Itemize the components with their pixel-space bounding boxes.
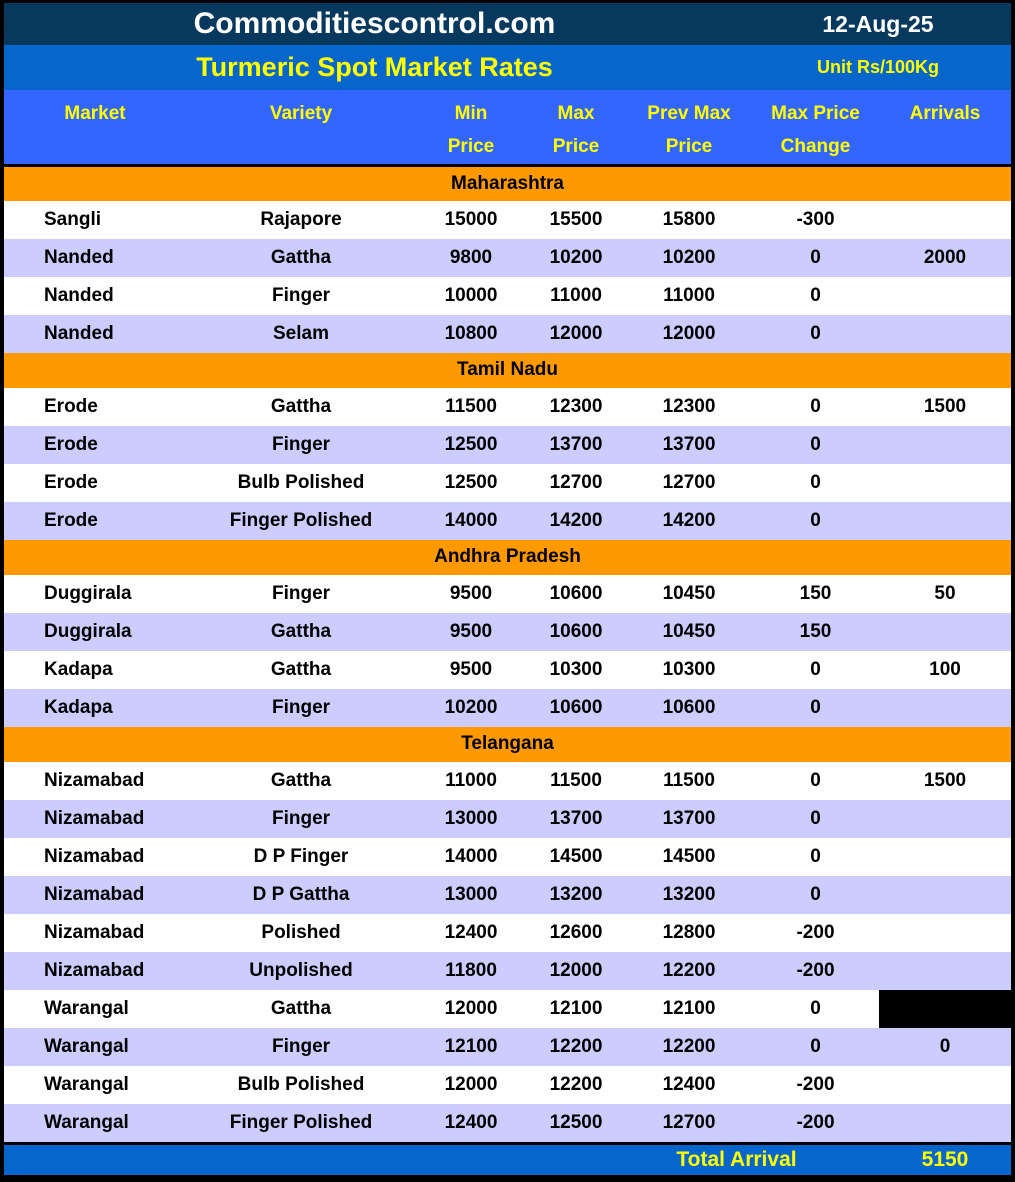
cell-prev-max: 12700 xyxy=(626,464,752,502)
cell-max: 14500 xyxy=(526,838,626,876)
cell-min: 10000 xyxy=(416,277,526,315)
cell-prev-max: 10200 xyxy=(626,239,752,277)
header-label: Market xyxy=(64,103,126,124)
table-row xyxy=(4,1104,1011,1142)
cell-min: 11000 xyxy=(416,762,526,800)
cell-max: 10300 xyxy=(526,651,626,689)
section-title: Maharashtra xyxy=(4,166,1011,201)
cell-market: Warangal xyxy=(4,1066,186,1104)
header-row xyxy=(4,90,1011,166)
table-row xyxy=(4,952,1011,990)
cell-variety: Rajapore xyxy=(186,201,416,239)
cell-market: Erode xyxy=(4,502,186,540)
cell-max: 12700 xyxy=(526,464,626,502)
cell-market: Warangal xyxy=(4,990,186,1028)
header-label: Arrivals xyxy=(909,103,981,124)
cell-arrivals xyxy=(879,426,1011,464)
cell-change: 0 xyxy=(752,762,879,800)
title-zone xyxy=(4,45,745,90)
cell-variety: Finger xyxy=(186,800,416,838)
cell-min: 9800 xyxy=(416,239,526,277)
cell-max: 10600 xyxy=(526,689,626,727)
cell-variety: Polished xyxy=(186,914,416,952)
table-row xyxy=(4,201,1011,239)
footer-bar xyxy=(4,1145,1011,1175)
cell-max: 13700 xyxy=(526,426,626,464)
column-header-variety xyxy=(186,90,416,166)
table-row xyxy=(4,464,1011,502)
cell-market: Warangal xyxy=(4,1104,186,1142)
cell-min: 12400 xyxy=(416,914,526,952)
table-row xyxy=(4,575,1011,613)
cell-max: 12100 xyxy=(526,990,626,1028)
cell-change: 0 xyxy=(752,1028,879,1066)
header-label: Change xyxy=(780,136,851,157)
section-row xyxy=(4,353,1011,388)
cell-market: Warangal xyxy=(4,1028,186,1066)
table-row xyxy=(4,838,1011,876)
cell-market: Erode xyxy=(4,388,186,426)
cell-arrivals xyxy=(879,952,1011,990)
cell-max: 10600 xyxy=(526,613,626,651)
cell-arrivals xyxy=(879,613,1011,651)
cell-prev-max: 10600 xyxy=(626,689,752,727)
cell-arrivals xyxy=(879,689,1011,727)
cell-change: 0 xyxy=(752,651,879,689)
cell-change: 0 xyxy=(752,464,879,502)
cell-min: 12000 xyxy=(416,990,526,1028)
cell-min: 10800 xyxy=(416,315,526,353)
cell-prev-max: 12800 xyxy=(626,914,752,952)
cell-prev-max: 13700 xyxy=(626,800,752,838)
cell-variety: Gattha xyxy=(186,762,416,800)
redacted-cell xyxy=(879,990,1011,1028)
cell-variety: Unpolished xyxy=(186,952,416,990)
cell-prev-max: 12200 xyxy=(626,1028,752,1066)
cell-change: -200 xyxy=(752,914,879,952)
cell-change: 0 xyxy=(752,502,879,540)
cell-prev-max: 14500 xyxy=(626,838,752,876)
cell-min: 15000 xyxy=(416,201,526,239)
table-row xyxy=(4,651,1011,689)
cell-min: 11800 xyxy=(416,952,526,990)
section-title: Andhra Pradesh xyxy=(4,540,1011,575)
cell-max: 12200 xyxy=(526,1028,626,1066)
cell-change: -200 xyxy=(752,952,879,990)
cell-max: 12500 xyxy=(526,1104,626,1142)
section-title: Telangana xyxy=(4,727,1011,762)
section-row xyxy=(4,166,1011,201)
cell-market: Erode xyxy=(4,426,186,464)
cell-prev-max: 15800 xyxy=(626,201,752,239)
cell-variety: Gattha xyxy=(186,613,416,651)
table-body xyxy=(4,166,1011,1142)
cell-market: Kadapa xyxy=(4,689,186,727)
header-label: Price xyxy=(665,136,713,157)
cell-arrivals xyxy=(879,914,1011,952)
cell-prev-max: 14200 xyxy=(626,502,752,540)
unit-zone xyxy=(745,45,1011,90)
table-row xyxy=(4,502,1011,540)
cell-variety: Gattha xyxy=(186,239,416,277)
header-label: Variety xyxy=(269,103,333,124)
cell-max: 12000 xyxy=(526,952,626,990)
cell-prev-max: 10450 xyxy=(626,613,752,651)
cell-arrivals: 1500 xyxy=(879,388,1011,426)
rates-table xyxy=(4,90,1011,1142)
cell-arrivals xyxy=(879,800,1011,838)
top-bar xyxy=(4,3,1011,45)
page-title: Turmeric Spot Market Rates xyxy=(196,52,553,82)
column-header-min-price xyxy=(416,90,526,166)
cell-market: Nizamabad xyxy=(4,838,186,876)
cell-change: 0 xyxy=(752,277,879,315)
cell-min: 12500 xyxy=(416,426,526,464)
cell-arrivals xyxy=(879,277,1011,315)
cell-min: 9500 xyxy=(416,613,526,651)
cell-prev-max: 11500 xyxy=(626,762,752,800)
cell-change: -300 xyxy=(752,201,879,239)
header-label xyxy=(5,130,185,163)
cell-market: Sangli xyxy=(4,201,186,239)
cell-arrivals: 1500 xyxy=(879,762,1011,800)
cell-market: Nanded xyxy=(4,239,186,277)
cell-change: 0 xyxy=(752,838,879,876)
cell-min: 10200 xyxy=(416,689,526,727)
cell-prev-max: 12700 xyxy=(626,1104,752,1142)
header-label: Price xyxy=(447,136,495,157)
table-row xyxy=(4,990,1011,1028)
cell-arrivals xyxy=(879,1104,1011,1142)
cell-change: 0 xyxy=(752,689,879,727)
cell-max: 15500 xyxy=(526,201,626,239)
cell-min: 14000 xyxy=(416,838,526,876)
cell-variety: Gattha xyxy=(186,388,416,426)
section-title: Tamil Nadu xyxy=(4,353,1011,388)
table-row xyxy=(4,800,1011,838)
cell-market: Nizamabad xyxy=(4,914,186,952)
cell-max: 11500 xyxy=(526,762,626,800)
cell-variety: Finger Polished xyxy=(186,502,416,540)
cell-market: Nizamabad xyxy=(4,952,186,990)
table-row xyxy=(4,762,1011,800)
cell-min: 9500 xyxy=(416,651,526,689)
brand-zone xyxy=(4,3,745,45)
cell-max: 12200 xyxy=(526,1066,626,1104)
cell-min: 14000 xyxy=(416,502,526,540)
table-row xyxy=(4,1028,1011,1066)
cell-prev-max: 12400 xyxy=(626,1066,752,1104)
table-row xyxy=(4,876,1011,914)
cell-market: Nizamabad xyxy=(4,876,186,914)
table-row xyxy=(4,277,1011,315)
header-label: Price xyxy=(552,136,600,157)
cell-change: 0 xyxy=(752,388,879,426)
cell-variety: D P Gattha xyxy=(186,876,416,914)
cell-variety: D P Finger xyxy=(186,838,416,876)
cell-min: 11500 xyxy=(416,388,526,426)
cell-variety: Finger xyxy=(186,1028,416,1066)
cell-change: 0 xyxy=(752,800,879,838)
cell-variety: Finger Polished xyxy=(186,1104,416,1142)
cell-market: Erode xyxy=(4,464,186,502)
cell-variety: Finger xyxy=(186,277,416,315)
cell-variety: Finger xyxy=(186,426,416,464)
total-arrival-label: Total Arrival xyxy=(676,1147,797,1171)
cell-change: 0 xyxy=(752,426,879,464)
cell-min: 13000 xyxy=(416,876,526,914)
column-header-max-price xyxy=(526,90,626,166)
cell-arrivals xyxy=(879,1066,1011,1104)
cell-market: Nizamabad xyxy=(4,762,186,800)
table-row xyxy=(4,239,1011,277)
table-header xyxy=(4,90,1011,166)
cell-arrivals: 0 xyxy=(879,1028,1011,1066)
cell-prev-max: 10300 xyxy=(626,651,752,689)
title-bar xyxy=(4,45,1011,90)
table-row xyxy=(4,689,1011,727)
cell-market: Nanded xyxy=(4,277,186,315)
cell-market: Duggirala xyxy=(4,613,186,651)
cell-arrivals xyxy=(879,838,1011,876)
header-label: Max xyxy=(557,103,595,124)
cell-prev-max: 11000 xyxy=(626,277,752,315)
cell-min: 13000 xyxy=(416,800,526,838)
cell-change: 150 xyxy=(752,575,879,613)
header-label xyxy=(880,130,1010,163)
cell-change: 150 xyxy=(752,613,879,651)
cell-change: 0 xyxy=(752,876,879,914)
column-header-prev-max-price xyxy=(626,90,752,166)
date-zone xyxy=(745,3,1011,45)
cell-variety: Gattha xyxy=(186,651,416,689)
cell-variety: Finger xyxy=(186,575,416,613)
table-row xyxy=(4,1066,1011,1104)
cell-prev-max: 13200 xyxy=(626,876,752,914)
cell-arrivals xyxy=(879,201,1011,239)
cell-prev-max: 10450 xyxy=(626,575,752,613)
unit-label: Unit Rs/100Kg xyxy=(816,57,940,77)
cell-max: 12000 xyxy=(526,315,626,353)
column-header-max-price-change xyxy=(752,90,879,166)
cell-variety: Gattha xyxy=(186,990,416,1028)
cell-arrivals xyxy=(879,876,1011,914)
cell-arrivals xyxy=(879,502,1011,540)
table-row xyxy=(4,914,1011,952)
cell-variety: Bulb Polished xyxy=(186,1066,416,1104)
cell-max: 13200 xyxy=(526,876,626,914)
cell-variety: Finger xyxy=(186,689,416,727)
cell-arrivals: 50 xyxy=(879,575,1011,613)
cell-min: 12000 xyxy=(416,1066,526,1104)
cell-change: -200 xyxy=(752,1066,879,1104)
cell-min: 12500 xyxy=(416,464,526,502)
cell-prev-max: 12100 xyxy=(626,990,752,1028)
header-label xyxy=(187,130,415,163)
cell-min: 12400 xyxy=(416,1104,526,1142)
cell-max: 13700 xyxy=(526,800,626,838)
total-arrival-value: 5150 xyxy=(921,1147,969,1171)
cell-arrivals xyxy=(879,315,1011,353)
header-label: Min xyxy=(454,103,488,124)
cell-change: 0 xyxy=(752,990,879,1028)
brand-title: Commoditiescontrol.com xyxy=(193,7,556,40)
cell-market: Kadapa xyxy=(4,651,186,689)
table-row xyxy=(4,315,1011,353)
section-row xyxy=(4,727,1011,762)
cell-max: 12600 xyxy=(526,914,626,952)
cell-variety: Bulb Polished xyxy=(186,464,416,502)
cell-change: -200 xyxy=(752,1104,879,1142)
cell-arrivals: 2000 xyxy=(879,239,1011,277)
cell-market: Nanded xyxy=(4,315,186,353)
cell-prev-max: 12200 xyxy=(626,952,752,990)
cell-max: 11000 xyxy=(526,277,626,315)
cell-arrivals: 100 xyxy=(879,651,1011,689)
cell-prev-max: 13700 xyxy=(626,426,752,464)
cell-max: 10600 xyxy=(526,575,626,613)
section-row xyxy=(4,540,1011,575)
table-row xyxy=(4,426,1011,464)
cell-market: Duggirala xyxy=(4,575,186,613)
cell-min: 9500 xyxy=(416,575,526,613)
column-header-arrivals xyxy=(879,90,1011,166)
cell-arrivals xyxy=(879,464,1011,502)
cell-prev-max: 12300 xyxy=(626,388,752,426)
header-label: Prev Max xyxy=(647,103,731,124)
cell-min: 12100 xyxy=(416,1028,526,1066)
cell-max: 14200 xyxy=(526,502,626,540)
cell-change: 0 xyxy=(752,315,879,353)
report-date: 12-Aug-25 xyxy=(822,10,934,37)
cell-market: Nizamabad xyxy=(4,800,186,838)
cell-change: 0 xyxy=(752,239,879,277)
cell-variety: Selam xyxy=(186,315,416,353)
cell-max: 10200 xyxy=(526,239,626,277)
table-row xyxy=(4,613,1011,651)
cell-max: 12300 xyxy=(526,388,626,426)
header-label: Max Price xyxy=(771,103,860,124)
table-row xyxy=(4,388,1011,426)
column-header-market xyxy=(4,90,186,166)
cell-prev-max: 12000 xyxy=(626,315,752,353)
